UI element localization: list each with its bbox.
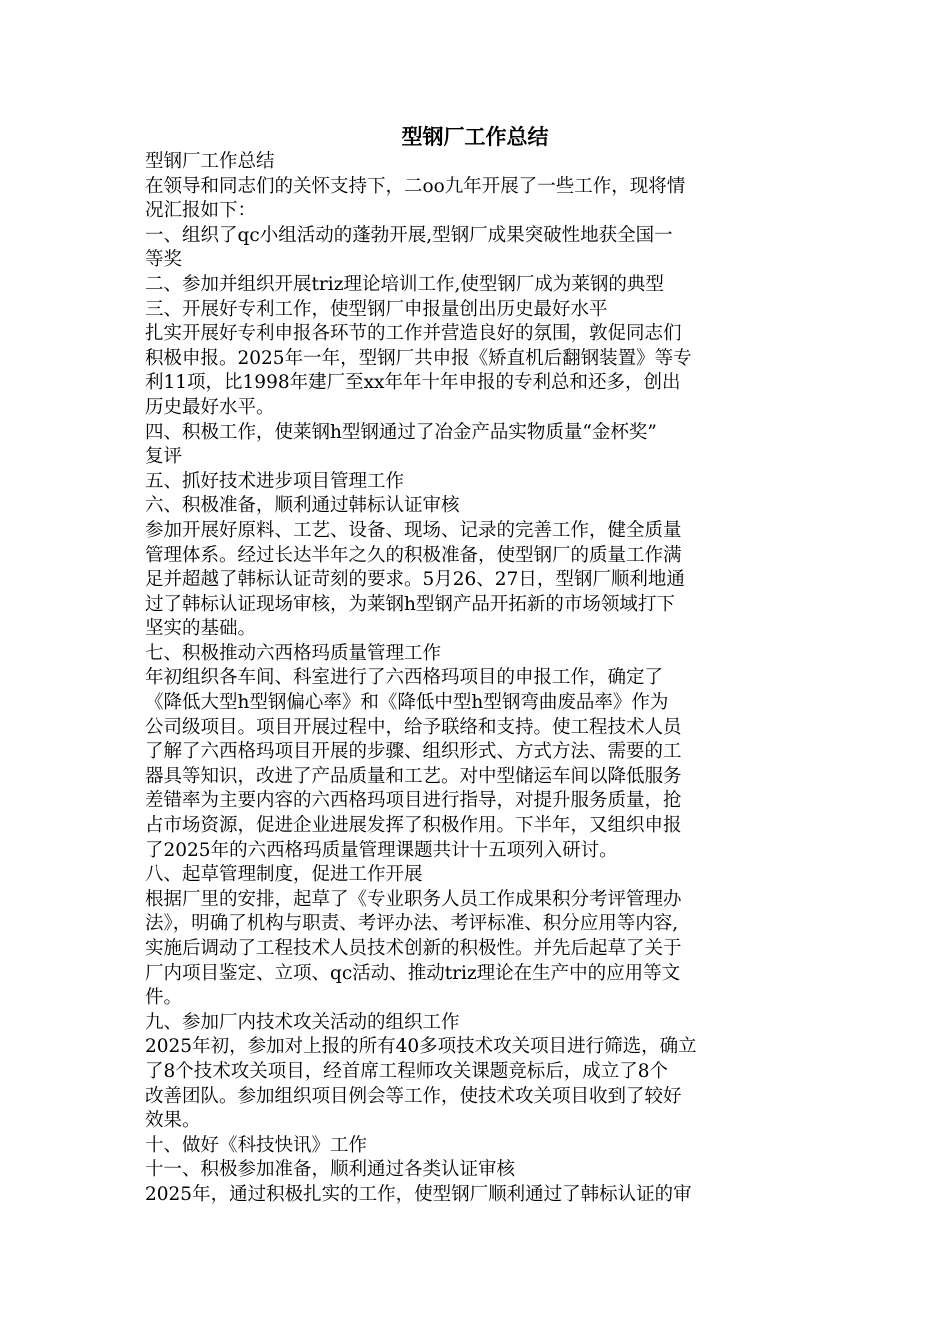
body-line: 二、参加并组织开展triz理论培训工作,使型钢厂成为莱钢的典型	[145, 273, 664, 295]
document-body	[145, 150, 815, 1208]
body-line: 十、做好《科技快讯》工作	[145, 1134, 368, 1156]
body-line: 2025年初，参加对上报的所有40多项技术攻关项目进行筛选，确立	[145, 1036, 697, 1058]
body-line: 《降低大型h型钢偏心率》和《降低中型h型钢弯曲废品率》作为	[145, 692, 669, 714]
body-line: 三、开展好专利工作，使型钢厂申报量创出历史最好水平	[145, 298, 608, 320]
body-line: 七、积极推动六西格玛质量管理工作	[145, 642, 442, 664]
body-line: 积极申报。2025年一年，型钢厂共申报《矫直机后翻钢装置》等专	[145, 347, 692, 369]
body-line: 九、参加厂内技术攻关活动的组织工作	[145, 1011, 460, 1033]
body-line: 2025年，通过积极扎实的工作，使型钢厂顺利通过了韩标认证的审	[145, 1183, 692, 1205]
body-line: 差错率为主要内容的六西格玛项目进行指导，对提升服务质量，抢	[145, 790, 682, 812]
body-line: 一、组织了qc小组活动的蓬勃开展,型钢厂成果突破性地获全国一	[145, 224, 673, 246]
body-line: 法》，明确了机构与职责、考评办法、考评标准、积分应用等内容,	[145, 913, 679, 935]
body-line: 坚实的基础。	[145, 618, 257, 640]
body-line: 件。	[145, 987, 183, 1009]
body-line: 扎实开展好专利申报各环节的工作并营造良好的氛围，敦促同志们	[145, 323, 682, 345]
body-line: 足并超越了韩标认证苛刻的要求。5月26、27日，型钢厂顺利地通	[145, 569, 685, 591]
body-line: 复评	[145, 446, 183, 468]
document-title: 型钢厂工作总结	[401, 125, 549, 149]
body-line: 根据厂里的安排，起草了《专业职务人员工作成果积分考评管理办	[145, 888, 682, 910]
body-line: 公司级项目。项目开展过程中，给予联络和支持。使工程技术人员	[145, 716, 682, 738]
body-line: 四、积极工作，使莱钢h型钢通过了冶金产品实物质量“金杯奖”	[145, 421, 657, 443]
body-line: 利11项，比1998年建厂至xx年年十年申报的专利总和还多，创出	[145, 372, 681, 394]
body-line: 型钢厂工作总结	[145, 151, 275, 172]
body-line: 器具等知识，改进了产品质量和工艺。对中型储运车间以降低服务	[145, 765, 682, 787]
body-line: 了2025年的六西格玛质量管理课题共计十五项列入研讨。	[145, 839, 618, 861]
body-line: 六、积极准备，顺利通过韩标认证审核	[145, 495, 460, 517]
body-line: 等奖	[145, 249, 183, 271]
body-line: 实施后调动了工程技术人员技术创新的积极性。并先后起草了关于	[145, 938, 682, 959]
body-line: 了8个技术攻关项目，经首席工程师攻关课题竞标后，成立了8个	[145, 1060, 669, 1082]
body-line: 年初组织各车间、科室进行了六西格玛项目的申报工作，确定了	[145, 667, 664, 689]
body-line: 况汇报如下：	[145, 200, 257, 222]
body-line: 管理体系。经过长达半年之久的积极准备，使型钢厂的质量工作满	[145, 544, 682, 566]
body-line: 了解了六西格玛项目开展的步骤、组织形式、方式方法、需要的工	[145, 741, 682, 763]
body-line: 在领导和同志们的关怀支持下，二oo九年开展了一些工作，现将情	[145, 175, 686, 197]
body-line: 五、抓好技术进步项目管理工作	[145, 470, 405, 492]
body-line: 效果。	[145, 1110, 201, 1132]
body-line: 改善团队。参加组织项目例会等工作，使技术攻关项目收到了较好	[145, 1085, 682, 1107]
body-line: 十一、积极参加准备，顺利通过各类认证审核	[145, 1159, 516, 1181]
body-line: 历史最好水平。	[145, 396, 275, 418]
body-line: 参加开展好原料、工艺、设备、现场、记录的完善工作，健全质量	[145, 519, 682, 541]
body-line: 占市场资源，促进企业进展发挥了积极作用。下半年，又组织申报	[145, 815, 682, 837]
body-line: 八、起草管理制度，促进工作开展	[145, 864, 423, 886]
body-line: 厂内项目鉴定、立项、qc活动、推动triz理论在生产中的应用等文	[145, 962, 681, 984]
body-line: 过了韩标认证现场审核，为莱钢h型钢产品开拓新的市场领域打下	[145, 593, 675, 615]
